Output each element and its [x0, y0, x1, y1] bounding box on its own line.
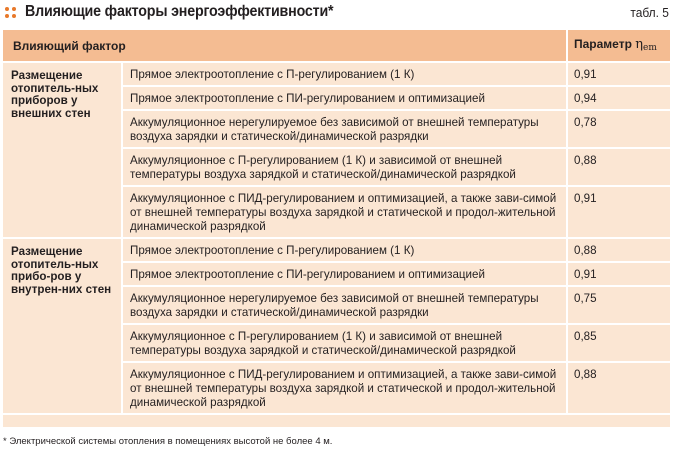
value-cell: 0,91 [567, 186, 670, 238]
table-number: табл. 5 [630, 5, 669, 20]
factor-cell: Аккумуляционное с П-регулированием (1 К) и зависимой от внешней температуры воздуха зарядкой и статической/динамической разрядкой [122, 148, 567, 186]
group-label: Размещение отопитель-ных прибо-ров у внутрен-них стен [3, 238, 122, 414]
header-factor: Влияющий фактор [3, 30, 567, 62]
factors-table-container [3, 30, 670, 427]
header-param-label: Параметр [574, 36, 632, 51]
title-bar [0, 0, 673, 26]
value-cell: 0,94 [567, 86, 670, 110]
factor-cell: Аккумуляционное с П-регулированием (1 К) и зависимой от внешней температуры воздуха зарядкой и статической/динамической разрядкой [122, 324, 567, 362]
factor-cell: Прямое электроотопление с П-регулированием (1 К) [122, 62, 567, 86]
bullet-dots-icon [5, 7, 17, 19]
value-cell: 0,88 [567, 362, 670, 414]
dot [12, 14, 16, 18]
table-row [3, 238, 670, 262]
factor-cell: Прямое электроотопление с ПИ-регулированием и оптимизацией [122, 86, 567, 110]
factor-cell: Аккумуляционное с ПИД-регулированием и оптимизацией, а также зави-симой от внешней температуры воздуха зарядкой и статической и продол-жительной динамической разрядкой [122, 186, 567, 238]
value-cell: 0,91 [567, 62, 670, 86]
factor-cell: Прямое электроотопление с П-регулированием (1 К) [122, 238, 567, 262]
factor-cell: Прямое электроотопление с ПИ-регулированием и оптимизацией [122, 262, 567, 286]
eta-symbol [635, 37, 657, 52]
eta-letter: η [635, 36, 644, 52]
value-cell: 0,78 [567, 110, 670, 148]
header-param [567, 30, 670, 62]
value-cell: 0,91 [567, 262, 670, 286]
eta-subscript: em [643, 42, 657, 53]
dot [5, 14, 9, 18]
value-cell: 0,88 [567, 238, 670, 262]
factor-cell: Аккумуляционное с ПИД-регулированием и оптимизацией, а также зави-симой от внешней температуры воздуха зарядкой и статической и продол-жительной динамической разрядкой [122, 362, 567, 414]
table-body [3, 62, 670, 414]
table-header-row [3, 30, 670, 62]
table-title: Влияющие факторы энергоэффективности* [25, 3, 334, 20]
factor-cell: Аккумуляционное нерегулируемое без зависимой от внешней температуры воздуха зарядки и статической/динамической разрядки [122, 110, 567, 148]
footnote: * Электрической системы отопления в помещениях высотой не более 4 м. [3, 436, 333, 447]
group-label: Размещение отопитель-ных приборов у внешних стен [3, 62, 122, 238]
factor-cell: Аккумуляционное нерегулируемое без зависимой от внешней температуры воздуха зарядки и статической/динамической разрядки [122, 286, 567, 324]
value-cell: 0,85 [567, 324, 670, 362]
table-row [3, 62, 670, 86]
value-cell: 0,75 [567, 286, 670, 324]
dot [12, 7, 16, 11]
factors-table [3, 30, 670, 415]
value-cell: 0,88 [567, 148, 670, 186]
dot [5, 7, 9, 11]
